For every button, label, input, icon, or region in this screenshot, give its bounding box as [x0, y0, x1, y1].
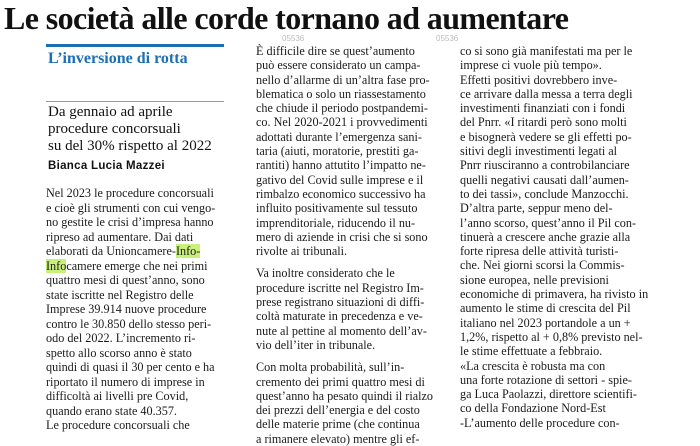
text-line: Effetti positivi dovrebbero inve-: [460, 72, 618, 87]
text-line: Nel 2023 le procedure concorsuali: [46, 186, 214, 200]
highlight-link[interactable]: Info: [46, 258, 67, 273]
text-line: odo del 2022. L’incremento ri-: [46, 331, 196, 345]
text-line: nello d’allarme di un’altra fase pro-: [256, 72, 430, 87]
text-line: 1,2%, rispetto al + 0,8% previsto nel-: [460, 329, 643, 344]
text-line: sitivi degli investimenti legati al: [460, 144, 618, 159]
text-line: no gestite le crisi d’impresa hanno: [46, 215, 214, 229]
kicker: L’inversione di rotta: [48, 50, 188, 67]
text-line: imprese ci vuole più tempo».: [460, 58, 602, 73]
text-line: rivolte ai tribunali.: [256, 244, 348, 259]
text-line: imprenditoriale, riducendo il nu-: [256, 215, 416, 230]
text-line: ce arrivare dalla messa a terra degli: [460, 86, 633, 101]
text-line: e bisognerà vedere se gli effetti po-: [460, 129, 632, 144]
text-line: «La crescita è robusta ma con: [460, 358, 606, 373]
text-line: difficoltà ai livelli pre Covid,: [46, 389, 189, 403]
text-line: dei prezzi dell’energia e del costo: [256, 403, 420, 418]
text-line: D’altra parte, seppur meno del-: [460, 201, 613, 216]
text-line: una forte rotazione di settori - spie-: [460, 372, 632, 387]
text-line: sione europea, nelle previsioni: [460, 272, 609, 287]
summary-line: su del 30% rispetto al 2022: [48, 138, 212, 154]
text-fragment: elaborati da Unioncamere-: [46, 244, 176, 258]
text-line: cremento dei primi quattro mesi di: [256, 374, 425, 389]
text-line: coltà maturate in precedenza e ve-: [256, 309, 423, 324]
text-line: procedure iscritte nel Registro Im-: [256, 280, 424, 295]
text-line: Imprese 39.914 nuove procedure: [46, 302, 207, 316]
text-line: rantiti) hanno attutito l’impatto ne-: [256, 158, 426, 173]
article-column-middle: [256, 44, 448, 446]
summary-line: procedure concorsuali: [48, 121, 181, 137]
paragraph-gap: [256, 352, 448, 360]
text-line: blematica o solo un riassestamento: [256, 86, 426, 101]
text-line: nute al pettine al momento dell’av-: [256, 323, 427, 338]
text-line: co si sono già manifestati ma per le: [460, 44, 633, 58]
article-column-left: [46, 186, 258, 433]
summary: [48, 104, 226, 155]
text-line: state iscritte nel Registro delle: [46, 287, 194, 302]
text-line: ripreso ad aumentare. Dai dati: [46, 229, 194, 244]
text-line: prese registrano situazioni di diffi-: [256, 295, 425, 310]
watermark: 05536: [436, 34, 459, 43]
text-line: aumento le stime di crescita del Pil: [460, 301, 631, 316]
text-line: può essere considerato un campa-: [256, 58, 421, 73]
text-line: Le procedure concorsuali che: [46, 418, 190, 432]
text-line: quattro mesi di quest’anno, sono: [46, 273, 205, 287]
text-line: forte ripresa delle attività turisti-: [460, 244, 619, 259]
text-line: tinuerà a crescere anche grazie alla: [460, 229, 631, 244]
text-line: del Pnrr. «I ritardi però sono molti: [460, 115, 627, 130]
text-line: [46, 259, 258, 274]
text-line: italiano nel 2023 portandole a un +: [460, 315, 631, 330]
paragraph-gap: [256, 258, 448, 266]
text-line: contro le 30.850 dello stesso peri-: [46, 316, 212, 331]
text-fragment: camere emerge che nei primi: [66, 258, 208, 273]
text-line: l’anno scorso, quest’anno il Pil con-: [460, 215, 637, 230]
text-line: [46, 244, 258, 259]
watermark: 05536: [282, 34, 305, 43]
text-line: le stime effettuate a febbraio.: [460, 344, 603, 359]
text-line: rimbalzo economico successivo ha: [256, 186, 426, 201]
text-line: riportato il numero di imprese in: [46, 374, 205, 389]
text-line: e cioè gli strumenti con cui vengo-: [46, 200, 216, 215]
text-line: gativo del Covid sulle imprese e il: [256, 172, 424, 187]
text-line: to dei tassi», conclude Manzocchi.: [460, 186, 629, 201]
text-line: co della Fondazione Nord-Est: [460, 401, 606, 416]
headline: Le società alle corde tornano ad aumentare: [4, 0, 569, 36]
text-line: delle materie prime (che continua: [256, 417, 420, 432]
text-line: economiche di primavera, ha rivisto in: [460, 287, 649, 302]
text-line: quest’anno ha pesato quindi il rialzo: [256, 388, 434, 403]
text-line: co. Nel 2020-2021 i provvedimenti: [256, 115, 428, 130]
text-line: Con molta probabilità, sull’in-: [256, 360, 405, 375]
text-line: mero di aziende in crisi che si sono: [256, 229, 428, 244]
author-byline: Bianca Lucia Mazzei: [48, 160, 165, 172]
text-line: Pnrr riusciranno a controbilanciare: [460, 158, 630, 173]
text-line: quelli negativi causati dall’aumen-: [460, 172, 629, 187]
text-line: taria (aiuti, moratorie, prestiti ga-: [256, 144, 419, 159]
text-line: Va inoltre considerato che le: [256, 266, 395, 281]
text-line: adottati durante l’emergenza sani-: [256, 129, 422, 144]
text-line: ga Luca Paolazzi, direttore scientifi-: [460, 387, 637, 402]
summary-line: Da gennaio ad aprile: [48, 104, 173, 120]
text-line: influito positivamente sul tessuto: [256, 201, 418, 216]
text-line: che chiude il periodo postpandemi-: [256, 101, 428, 116]
text-line: quindi di quasi il 30 per cento e ha: [46, 360, 215, 374]
highlight-link[interactable]: Info-: [175, 244, 201, 258]
text-line: a rimanere elevato) mentre gli ef-: [256, 431, 420, 446]
text-line: investimenti finanziati con i fondi: [460, 101, 626, 116]
text-line: quando erano state 40.357.: [46, 403, 177, 418]
text-line: che. Nei giorni scorsi la Commis-: [460, 258, 625, 273]
article-column-right: [460, 44, 692, 430]
text-line: È difficile dire se quest’aumento: [256, 44, 415, 58]
text-line: -L’aumento delle procedure con-: [460, 415, 620, 430]
text-line: spetto allo scorso anno è stato: [46, 345, 192, 360]
text-line: vio dell’iter in tribunale.: [256, 337, 376, 352]
